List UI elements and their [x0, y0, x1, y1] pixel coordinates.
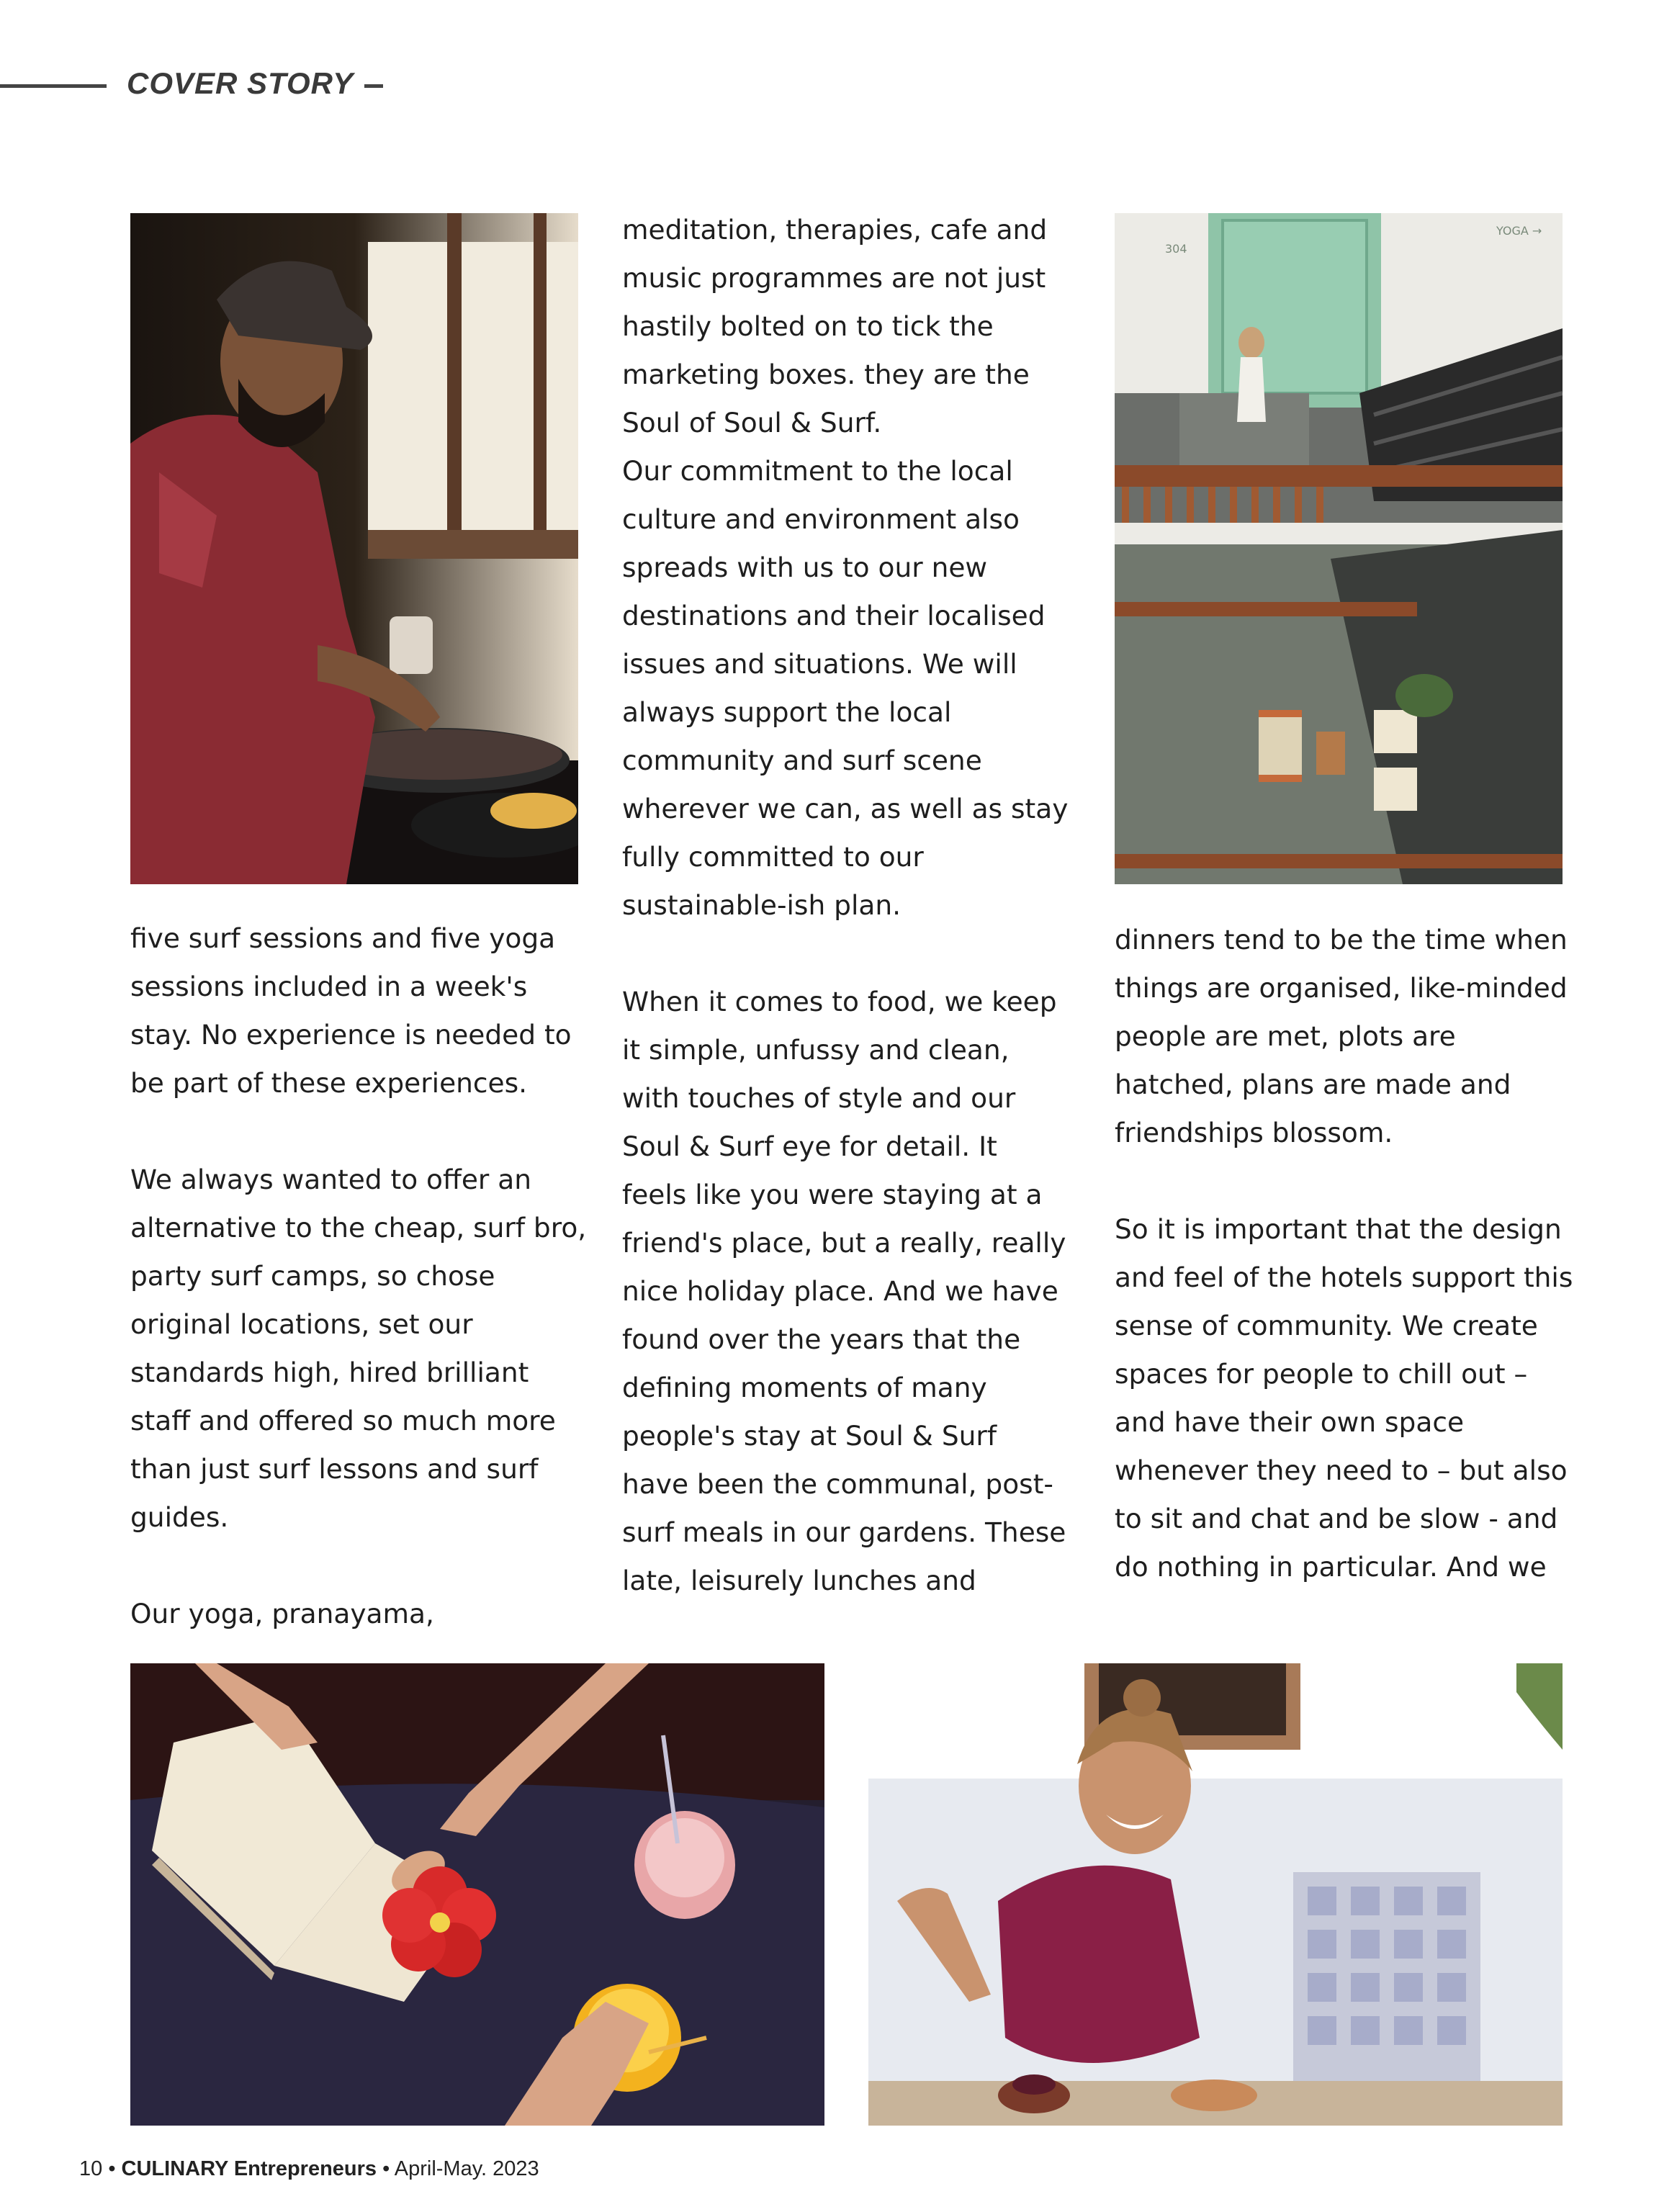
photo-book-and-drinks: [130, 1663, 824, 2126]
photo-staircase: [1115, 213, 1563, 884]
col2-paragraph-2: When it comes to food, we keep it simple, unfussy and clean, with touches of style and our Soul & Surf eye for detail. It feels like you were staying at a friend's place, but a really, really nice holiday place. And we have found over the years that the defining moments of many people's stay at Soul & Surf have been the communal, post-surf meals in our gardens. These late, leisurely lunches and: [622, 986, 1066, 1596]
staircase-room-sign: 304: [1165, 242, 1187, 256]
issue-date: April-May. 2023: [394, 2157, 539, 2180]
section-label: COVER STORY: [127, 66, 354, 100]
page-footer: [79, 2157, 539, 2181]
col1-paragraph-1: five surf sessions and five yoga sessions included in a week's stay. No experience is needed to be part of these experiences.: [130, 922, 572, 1099]
text-column-3: [1115, 916, 1575, 1591]
section-dash: [364, 84, 383, 88]
photo-woman-dessert: [868, 1663, 1563, 2126]
footer-separator-2: •: [382, 2157, 390, 2180]
photo-chef-cooking: [130, 213, 578, 884]
footer-separator-1: •: [108, 2157, 116, 2180]
col2-paragraph-1a: meditation, therapies, cafe and music programmes are not just hastily bolted on to tick the marketing boxes. they are the Soul of Soul & Surf.: [622, 214, 1048, 439]
publication-name: CULINARY Entrepreneurs: [121, 2157, 377, 2180]
col2-paragraph-1b: Our commitment to the local culture and environment also spreads with us to our new destinations and their localised issues and situations. We will always support the local community and surf scene wherever we can, as well as stay fully committed to our sustainable-ish plan.: [622, 455, 1069, 921]
text-column-1: [130, 914, 591, 1638]
text-column-2: [622, 206, 1069, 1605]
col1-paragraph-2: We always wanted to offer an alternative to the cheap, surf bro, party surf camps, so chose original locations, set our standards high, hired brilliant staff and offered so much more than just surf lessons and surf guides.: [130, 1164, 587, 1533]
page-number: 10: [79, 2157, 103, 2180]
col1-paragraph-3: Our yoga, pranayama,: [130, 1598, 434, 1629]
col3-paragraph-2: So it is important that the design and feel of the hotels support this sense of community. We create spaces for people to chill out – and have their own space whenever they need to – but also to sit and chat and be slow - and do nothing in particular. And we: [1115, 1213, 1573, 1583]
staircase-yoga-sign: YOGA →: [1496, 224, 1542, 238]
section-rule: [0, 84, 107, 88]
col3-paragraph-1: dinners tend to be the time when things are organised, like-minded people are met, plots are hatched, plans are made and friendships blossom.: [1115, 924, 1568, 1148]
